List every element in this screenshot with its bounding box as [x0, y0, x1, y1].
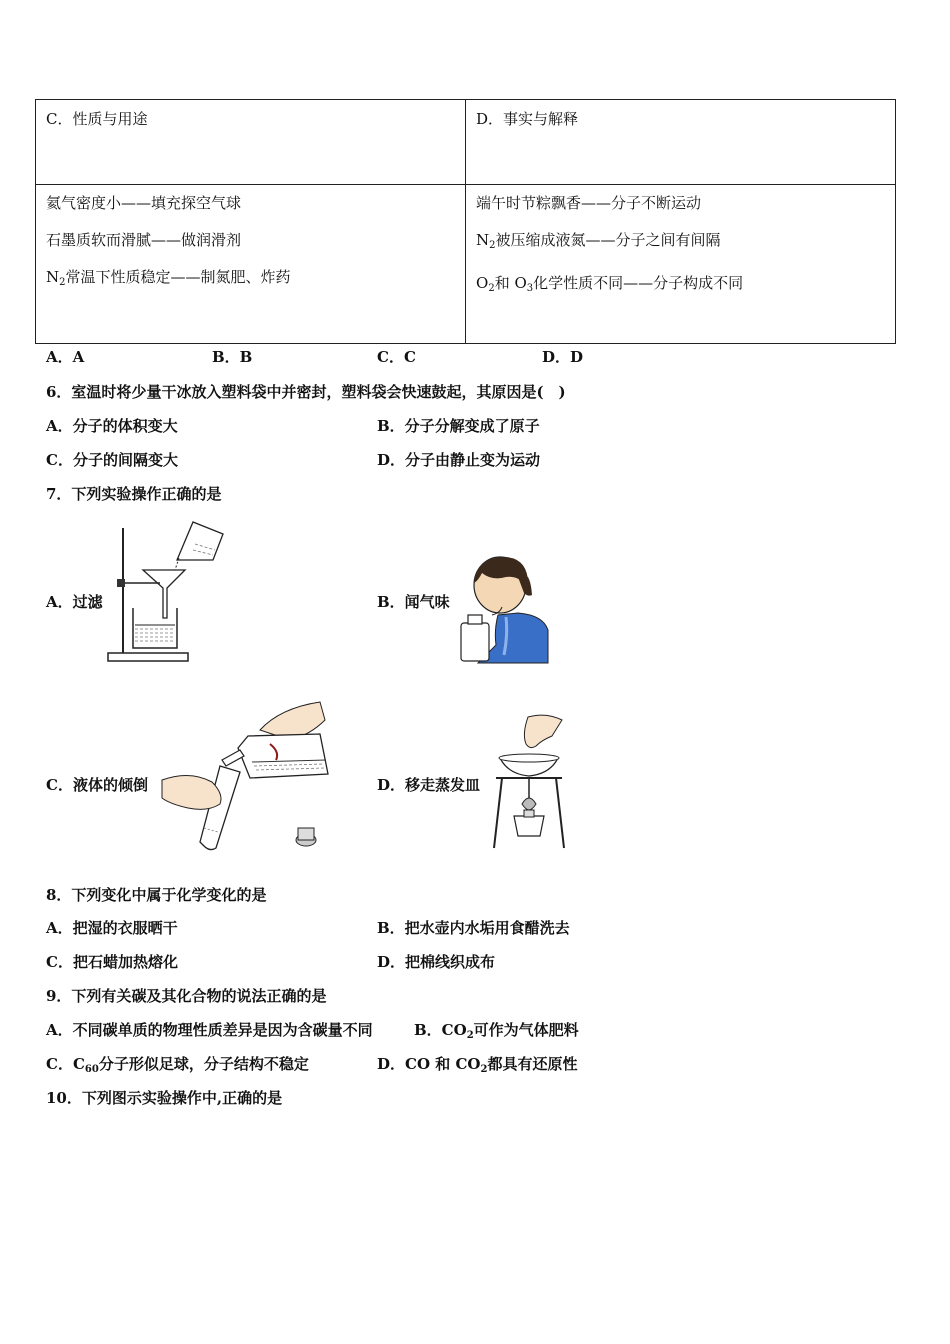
smelling-illustration [458, 555, 550, 665]
comparison-table [35, 99, 896, 344]
q6-option-c[interactable]: C．分子的间隔变大 [46, 451, 178, 469]
q7-option-b[interactable]: B．闻气味 [377, 593, 450, 611]
table-header-c [36, 100, 466, 185]
evaporating-dish-illustration [488, 712, 568, 852]
filtration-illustration [105, 520, 230, 665]
c-line-2: 石墨质软而滑腻——做润滑剂 [46, 231, 242, 249]
q9-stem: 9．下列有关碳及其化合物的说法正确的是 [46, 987, 327, 1005]
q8-stem: 8．下列变化中属于化学变化的是 [46, 886, 267, 904]
q8-option-c[interactable]: C．把石蜡加热熔化 [46, 953, 178, 971]
pouring-illustration [160, 700, 330, 860]
header-c-text: C．性质与用途 [46, 110, 148, 128]
q6-option-b[interactable]: B．分子分解变成了原子 [377, 417, 540, 435]
q8-option-a[interactable]: A．把湿的衣服晒干 [46, 919, 178, 937]
q7-option-c[interactable]: C．液体的倾倒 [46, 776, 148, 794]
q5-option-a[interactable]: A．A [46, 348, 85, 366]
q8-option-d[interactable]: D．把棉线织成布 [377, 953, 496, 971]
table-header-d [466, 100, 896, 185]
q6-option-d[interactable]: D．分子由静止变为运动 [377, 451, 541, 469]
q8-option-b[interactable]: B．把水壶内水垢用食醋洗去 [377, 919, 570, 937]
d-line-2: $N_2$被压缩成液氮——分子之间有间隔 [476, 231, 721, 251]
q9-option-d[interactable]: D．CO 和 $CO_2$都具有还原性 [377, 1055, 578, 1075]
q5-option-d[interactable]: D．D [542, 348, 584, 366]
q9-option-c[interactable]: C．$C_{60}$分子形似足球，分子结构不稳定 [46, 1055, 309, 1075]
table-cell-d [466, 185, 896, 344]
q5-option-b[interactable]: B．B [212, 348, 253, 366]
q9-option-a[interactable]: A．不同碳单质的物理性质差异是因为含碳量不同 [46, 1021, 373, 1039]
table-cell-c [36, 185, 466, 344]
q9-option-b[interactable]: B．$CO_2$可作为气体肥料 [414, 1021, 579, 1041]
q10-stem: 10．下列图示实验操作中,正确的是 [46, 1089, 283, 1107]
header-d-text: D．事实与解释 [476, 110, 579, 128]
c-line-3: $N_2$常温下性质稳定——制氮肥、炸药 [46, 268, 291, 288]
q6-stem: 6．室温时将少量干冰放入塑料袋中并密封，塑料袋会快速鼓起，其原因是( ) [46, 383, 566, 401]
q7-stem: 7．下列实验操作正确的是 [46, 485, 222, 503]
q7-option-a[interactable]: A．过滤 [46, 593, 103, 611]
c-line-1: 氦气密度小——填充探空气球 [46, 194, 242, 212]
q5-option-c[interactable]: C．C [377, 348, 416, 366]
q7-option-d[interactable]: D．移走蒸发皿 [377, 776, 481, 794]
q6-option-a[interactable]: A．分子的体积变大 [46, 417, 178, 435]
d-line-1: 端午时节粽飘香——分子不断运动 [476, 194, 702, 212]
d-line-3: $O_2$和 $O_3$化学性质不同——分子构成不同 [476, 274, 744, 294]
